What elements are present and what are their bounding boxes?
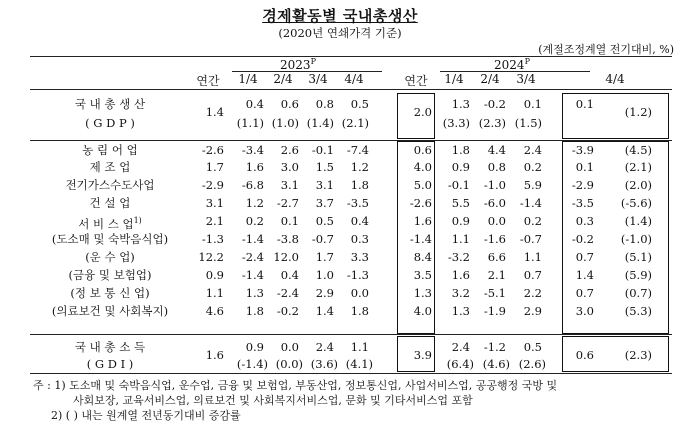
gdi-2023-quarter: 2.4 (315, 340, 334, 354)
gdi-2024-quarter: 2.4 (451, 340, 470, 354)
table-cell: (1.4) (306, 116, 334, 130)
row-label (30, 214, 190, 231)
table-cell: 1.4 (575, 268, 594, 282)
table-cell: 0.9 (451, 214, 470, 228)
table-cell: 0.2 (523, 160, 542, 174)
document-subtitle: (2020년 연쇄가격 기준) (278, 26, 402, 40)
footnote-1 (33, 378, 557, 393)
table-cell: 1.4 (315, 304, 334, 318)
table-cell: (1.5) (514, 116, 542, 130)
yoy-cell: (5.3) (624, 304, 652, 318)
table-cell: 0.5 (315, 214, 334, 228)
table-cell: 0.9 (205, 268, 224, 282)
row-label-text: ( G D P ) (85, 116, 135, 130)
row-label (30, 97, 190, 111)
row-label-text: 국 내 총 생 산 (74, 97, 146, 111)
row-label-text: (의료보건 및 사회복지) (51, 304, 169, 318)
row-label (30, 304, 190, 318)
table-cell: 3.7 (315, 196, 334, 210)
column-header-3: 3/4 (308, 72, 328, 86)
table-cell: -1.4 (241, 268, 264, 282)
table-cell: -1.3 (201, 232, 224, 246)
row-label-text: 건 설 업 (89, 196, 131, 210)
table-cell: 0.7 (575, 286, 594, 300)
gdi-2023-quarter-yoy: (3.6) (310, 357, 338, 371)
row-label (30, 178, 190, 192)
row-label (30, 116, 190, 130)
table-cell: -3.9 (571, 143, 594, 157)
gdi-2024-quarter-yoy: (2.6) (518, 357, 546, 371)
column-header-5: 연간 (404, 74, 428, 88)
table-cell: 0.0 (350, 286, 369, 300)
gdi-2023-quarter: 0.0 (280, 340, 299, 354)
table-cell: 1.3 (451, 304, 470, 318)
table-cell: 1.4 (205, 105, 224, 119)
table-cell: -0.2 (483, 97, 506, 111)
year-2023-label: 2023 (280, 58, 311, 72)
table-cell: -1.4 (409, 232, 432, 246)
document-title: 경제활동별 국내총생산 (262, 7, 418, 25)
table-cell: -3.5 (571, 196, 594, 210)
table-cell: 1.6 (245, 160, 264, 174)
table-cell: 2.4 (523, 143, 542, 157)
row-label (30, 143, 190, 157)
table-cell: (2.1) (341, 116, 369, 130)
column-header-4: 4/4 (344, 72, 364, 86)
table-cell: 3.2 (451, 286, 470, 300)
table-cell: 3.0 (575, 304, 594, 318)
table-cell: 0.0 (487, 214, 506, 228)
column-header-9: 4/4 (605, 72, 625, 86)
year-2024-sup: P (524, 57, 530, 66)
year-header-2023 (218, 57, 378, 72)
yoy-cell: (2.0) (624, 178, 652, 192)
table-cell: 1.6 (413, 214, 432, 228)
gdi-annual-2024: 3.9 (413, 348, 432, 362)
table-cell: 1.2 (245, 196, 264, 210)
table-cell: -0.1 (447, 178, 470, 192)
table-cell: 0.2 (245, 214, 264, 228)
table-cell: 4.0 (413, 304, 432, 318)
table-cell: (1.1) (236, 116, 264, 130)
row-label-text: (금융 및 보험업) (68, 268, 152, 282)
table-cell: 1.2 (350, 160, 369, 174)
table-cell: -0.2 (276, 304, 299, 318)
table-cell: 6.6 (487, 250, 506, 264)
footnotes (33, 378, 557, 423)
table-cell: -5.1 (483, 286, 506, 300)
column-header-6: 1/4 (444, 72, 464, 86)
year-2024-label: 2024 (494, 58, 525, 72)
gdi-label: 국 내 총 소 득 (74, 340, 146, 354)
yoy-cell: (5.1) (624, 250, 652, 264)
table-cell: 1.1 (205, 286, 224, 300)
gdi-2023-quarter-yoy: (4.1) (345, 357, 373, 371)
row-label (30, 196, 190, 210)
unit-note: (계절조정계열 전기대비, %) (538, 43, 674, 56)
table-cell: 1.8 (350, 304, 369, 318)
table-cell: 5.5 (451, 196, 470, 210)
footnote-2-marker: 2) (51, 409, 63, 422)
table-cell: (1.0) (271, 116, 299, 130)
footnote-ref: 1) (133, 216, 142, 225)
footnote-1-cont: 사회보장, 교육서비스업, 의료보건 및 사회복지서비스업, 문화 및 기타서비스업 포함 (73, 394, 473, 407)
table-cell: -1.3 (346, 268, 369, 282)
footnote-1-text: 도소매 및 숙박음식업, 운수업, 금융 및 보험업, 부동산업, 정보통신업, 사업서비스업, 공공행정 국방 및 (69, 379, 558, 392)
footnote-2-text: ( ) 내는 원계열 전년동기대비 증감률 (65, 409, 241, 422)
row-label (30, 268, 190, 282)
table-cell: (3.3) (442, 116, 470, 130)
row-label-text: 전기가스수도사업 (65, 178, 155, 192)
table-cell: (2.3) (478, 116, 506, 130)
table-cell: 1.3 (413, 286, 432, 300)
gdi-annual-2023: 1.6 (205, 348, 224, 362)
column-header-8: 3/4 (516, 72, 536, 86)
table-cell: -2.4 (241, 250, 264, 264)
gdi-2024-quarter: 0.5 (523, 340, 542, 354)
table-cell: 2.6 (280, 143, 299, 157)
header-bottom-rule (30, 89, 672, 90)
industry-bottom-rule (30, 334, 672, 335)
yoy-cell: (2.1) (624, 160, 652, 174)
table-cell: -1.6 (483, 232, 506, 246)
table-cell: 1.6 (451, 268, 470, 282)
column-header-0: 연간 (196, 74, 220, 88)
table-cell: -1.0 (483, 178, 506, 192)
table-cell: -6.8 (241, 178, 264, 192)
table-cell: 0.5 (350, 97, 369, 111)
table-cell: 0.4 (280, 268, 299, 282)
table-cell: -7.4 (346, 143, 369, 157)
table-cell: 0.4 (245, 97, 264, 111)
table-cell: 1.5 (315, 160, 334, 174)
row-label-text: (정 보 통 신 업) (70, 286, 150, 300)
table-bottom-rule (30, 373, 672, 374)
table-cell: -0.1 (311, 143, 334, 157)
table-cell: 0.1 (523, 97, 542, 111)
table-cell: 0.4 (350, 214, 369, 228)
yoy-cell: (1.2) (624, 105, 652, 119)
table-cell: 4.4 (487, 143, 506, 157)
table-cell: -1.4 (241, 232, 264, 246)
table-cell: 0.8 (315, 97, 334, 111)
table-cell: 1.3 (245, 286, 264, 300)
column-header-2: 2/4 (273, 72, 293, 86)
yoy-cell: (-5.6) (620, 196, 652, 210)
gdi-2024-quarter-yoy: (4.6) (482, 357, 510, 371)
table-cell: 2.9 (315, 286, 334, 300)
table-cell: -0.2 (571, 232, 594, 246)
table-cell: 3.1 (280, 178, 299, 192)
table-cell: 3.1 (315, 178, 334, 192)
table-cell: 0.9 (451, 160, 470, 174)
table-cell: 1.7 (315, 250, 334, 264)
year-header-2024 (432, 57, 592, 72)
table-cell: 3.1 (205, 196, 224, 210)
table-cell: -3.5 (346, 196, 369, 210)
table-cell: 0.6 (413, 143, 432, 157)
row-label-text: 농 림 어 업 (82, 143, 138, 157)
table-cell: 8.4 (413, 250, 432, 264)
table-cell: 2.1 (205, 214, 224, 228)
gdi-2023-quarter: 1.1 (350, 340, 369, 354)
gdi-label-abbr: ( G D I ) (86, 357, 134, 371)
gdi-2024-quarter: -1.2 (483, 340, 506, 354)
column-header-7: 2/4 (480, 72, 500, 86)
table-cell: -3.4 (241, 143, 264, 157)
table-cell: 3.0 (280, 160, 299, 174)
table-cell: 12.0 (273, 250, 299, 264)
table-cell: 2.2 (523, 286, 542, 300)
row-label-text: 제 조 업 (89, 160, 131, 174)
row-label-text: 서 비 스 업 (78, 216, 134, 231)
table-cell: 0.7 (523, 268, 542, 282)
table-cell: 1.8 (451, 143, 470, 157)
row-label (30, 250, 190, 264)
table-cell: -3.2 (447, 250, 470, 264)
table-cell: 2.0 (413, 105, 432, 119)
table-cell: -2.9 (571, 178, 594, 192)
table-cell: 1.8 (245, 304, 264, 318)
table-cell: 2.1 (487, 268, 506, 282)
table-cell: 1.0 (315, 268, 334, 282)
gdi-q4-2024-yoy: (2.3) (624, 348, 652, 362)
row-label (30, 160, 190, 174)
gdi-2024-quarter-yoy: (6.4) (446, 357, 474, 371)
table-cell: -2.6 (201, 143, 224, 157)
table-cell: 0.6 (280, 97, 299, 111)
table-cell: -6.0 (483, 196, 506, 210)
yoy-cell: (1.4) (624, 214, 652, 228)
table-cell: 0.2 (523, 214, 542, 228)
table-cell: 4.0 (413, 160, 432, 174)
table-cell: 5.0 (413, 178, 432, 192)
table-cell: 0.3 (350, 232, 369, 246)
table-cell: -2.4 (276, 286, 299, 300)
year-2023-sup: P (310, 57, 316, 66)
table-cell: 0.7 (575, 250, 594, 264)
table-cell: -2.6 (409, 196, 432, 210)
yoy-cell: (5.9) (624, 268, 652, 282)
footnote-2 (33, 408, 557, 423)
table-cell: 3.5 (413, 268, 432, 282)
table-cell: -1.9 (483, 304, 506, 318)
table-cell: 2.9 (523, 304, 542, 318)
table-cell: 0.1 (575, 160, 594, 174)
gdi-2023-quarter-yoy: (-1.4) (236, 357, 268, 371)
table-cell: 0.1 (575, 97, 594, 111)
row-label-text: (운 수 업) (85, 250, 135, 264)
table-cell: 1.1 (523, 250, 542, 264)
table-cell: -2.7 (276, 196, 299, 210)
table-cell: -0.7 (311, 232, 334, 246)
table-cell: 1.7 (205, 160, 224, 174)
table-cell: 0.8 (487, 160, 506, 174)
table-cell: -1.4 (519, 196, 542, 210)
table-cell: -3.8 (276, 232, 299, 246)
gdi-2023-quarter-yoy: (0.0) (275, 357, 303, 371)
table-cell: 12.2 (198, 250, 224, 264)
row-label (30, 232, 190, 246)
table-cell: 1.8 (350, 178, 369, 192)
gdi-q4-2024: 0.6 (575, 348, 594, 362)
table-cell: 0.3 (575, 214, 594, 228)
table-cell: 3.3 (350, 250, 369, 264)
table-cell: 1.3 (451, 97, 470, 111)
yoy-cell: (0.7) (624, 286, 652, 300)
table-cell: 0.1 (280, 214, 299, 228)
table-cell: -0.7 (519, 232, 542, 246)
row-label (30, 286, 190, 300)
footnote-1-marker: 주 : 1) (33, 379, 66, 392)
table-cell: -2.9 (201, 178, 224, 192)
yoy-cell: (-1.0) (620, 232, 652, 246)
table-cell: 1.1 (451, 232, 470, 246)
column-header-1: 1/4 (238, 72, 258, 86)
row-label-text: (도소매 및 숙박음식업) (51, 232, 169, 246)
gdi-2023-quarter: 0.9 (245, 340, 264, 354)
table-cell: 5.9 (523, 178, 542, 192)
table-cell: 4.6 (205, 304, 224, 318)
yoy-cell: (4.5) (624, 143, 652, 157)
